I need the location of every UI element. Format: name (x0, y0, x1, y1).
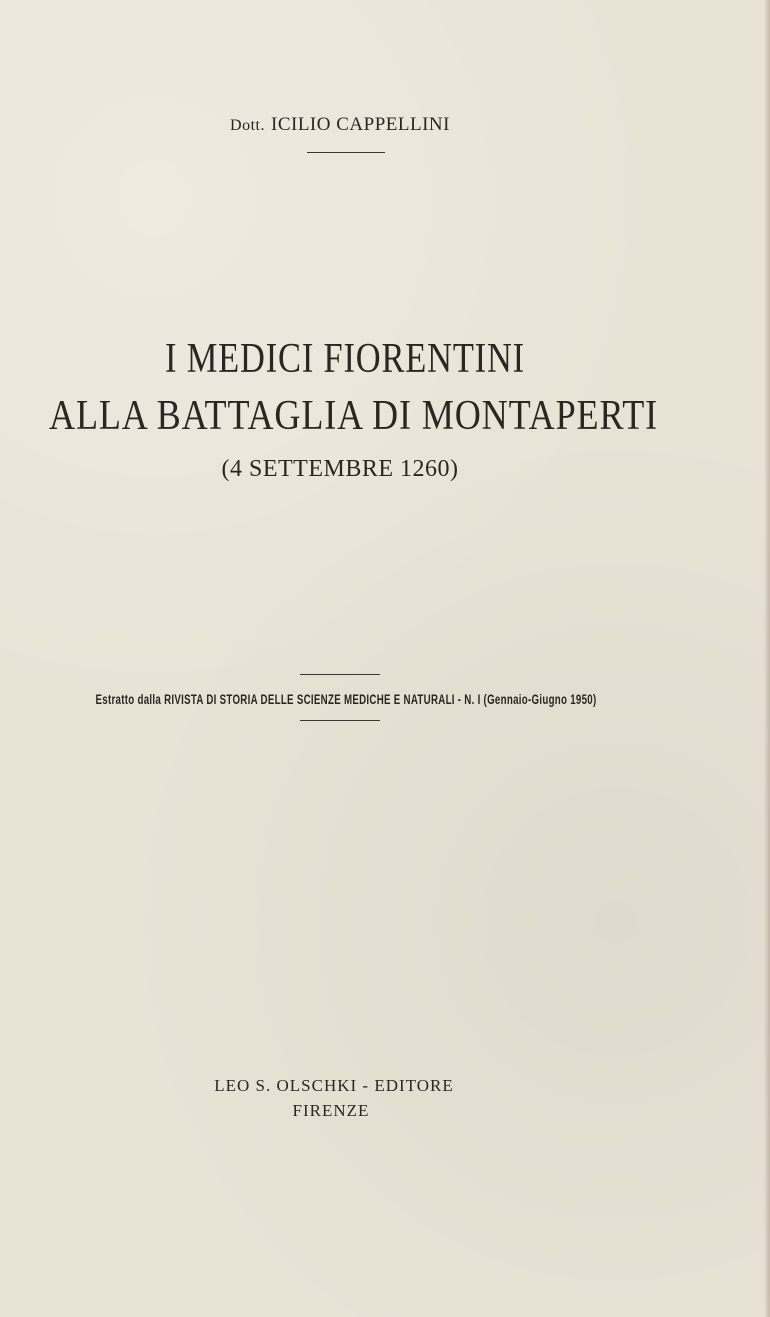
title-date: (4 SETTEMBRE 1260) (221, 456, 459, 482)
page-edge-shadow (764, 0, 770, 1317)
author-divider (307, 152, 385, 153)
author-prefix: Dott. (230, 117, 265, 134)
title-line-2: ALLA BATTAGLIA DI MONTAPERTI (49, 393, 659, 439)
extract-top-divider (300, 674, 380, 675)
publisher-name: LEO S. OLSCHKI - EDITORE (214, 1076, 454, 1095)
publisher-city: FIRENZE (292, 1101, 370, 1120)
author-line (0, 114, 680, 136)
extract-bottom-divider (300, 720, 380, 721)
extract-note: Estratto dalla RIVISTA DI STORIA DELLE SCIENZE MEDICHE E NATURALI - N. I (Gennaio-Giugno 1950) (95, 692, 597, 707)
title-line-1: I MEDICI FIORENTINI (165, 336, 525, 382)
author-name: ICILIO CAPPELLINI (271, 114, 450, 135)
